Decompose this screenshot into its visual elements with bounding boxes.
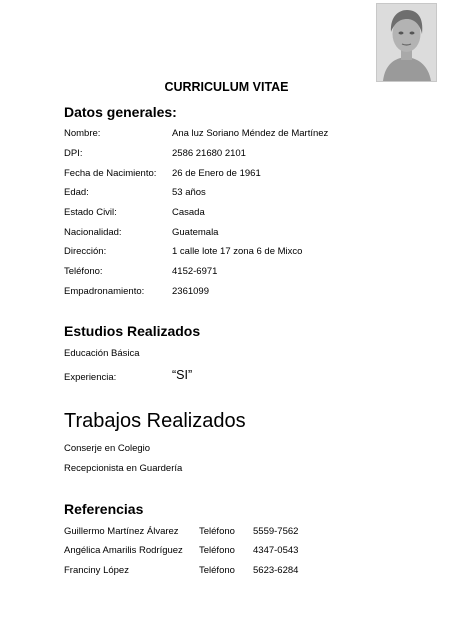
profile-photo — [376, 3, 437, 82]
reference-phone: 5559-7562 — [253, 526, 299, 537]
field-label: Estado Civil: — [64, 207, 117, 218]
portrait-image — [377, 4, 436, 81]
reference-phone-label: Teléfono — [199, 545, 235, 556]
reference-phone-label: Teléfono — [199, 565, 235, 576]
experience-label: Experiencia: — [64, 372, 117, 383]
job-item: Recepcionista en Guardería — [64, 463, 183, 474]
field-value: 26 de Enero de 1961 — [172, 168, 261, 179]
field-label: DPI: — [64, 148, 83, 159]
field-label: Empadronamiento: — [64, 286, 145, 297]
field-value: Guatemala — [172, 227, 219, 238]
reference-name: Angélica Amarilis Rodríguez — [64, 545, 183, 556]
field-value: 1 calle lote 17 zona 6 de Mixco — [172, 246, 303, 257]
section-heading-datos: Datos generales: — [64, 104, 177, 120]
field-value: 2361099 — [172, 286, 209, 297]
section-heading-referencias: Referencias — [64, 501, 144, 517]
field-value: Casada — [172, 207, 205, 218]
field-label: Nacionalidad: — [64, 227, 122, 238]
field-value: 2586 21680 2101 — [172, 148, 246, 159]
job-item: Conserje en Colegio — [64, 443, 151, 454]
reference-phone: 5623-6284 — [253, 565, 299, 576]
reference-phone: 4347-0543 — [253, 545, 299, 556]
field-value: 4152-6971 — [172, 266, 218, 277]
reference-name: Franciny López — [64, 565, 129, 576]
education-level: Educación Básica — [64, 348, 140, 359]
section-heading-estudios: Estudios Realizados — [64, 323, 201, 339]
section-heading-trabajos: Trabajos Realizados — [64, 410, 246, 432]
field-label: Nombre: — [64, 128, 101, 139]
experience-value: “SI” — [172, 368, 193, 382]
field-label: Fecha de Nacimiento: — [64, 168, 157, 179]
field-label: Dirección: — [64, 246, 107, 257]
document-title: CURRICULUM VITAE — [164, 80, 289, 94]
field-value: 53 años — [172, 187, 206, 198]
field-value: Ana luz Soriano Méndez de Martínez — [172, 128, 329, 139]
field-label: Edad: — [64, 187, 89, 198]
reference-name: Guillermo Martínez Álvarez — [64, 526, 179, 537]
reference-phone-label: Teléfono — [199, 526, 235, 537]
field-label: Teléfono: — [64, 266, 103, 277]
